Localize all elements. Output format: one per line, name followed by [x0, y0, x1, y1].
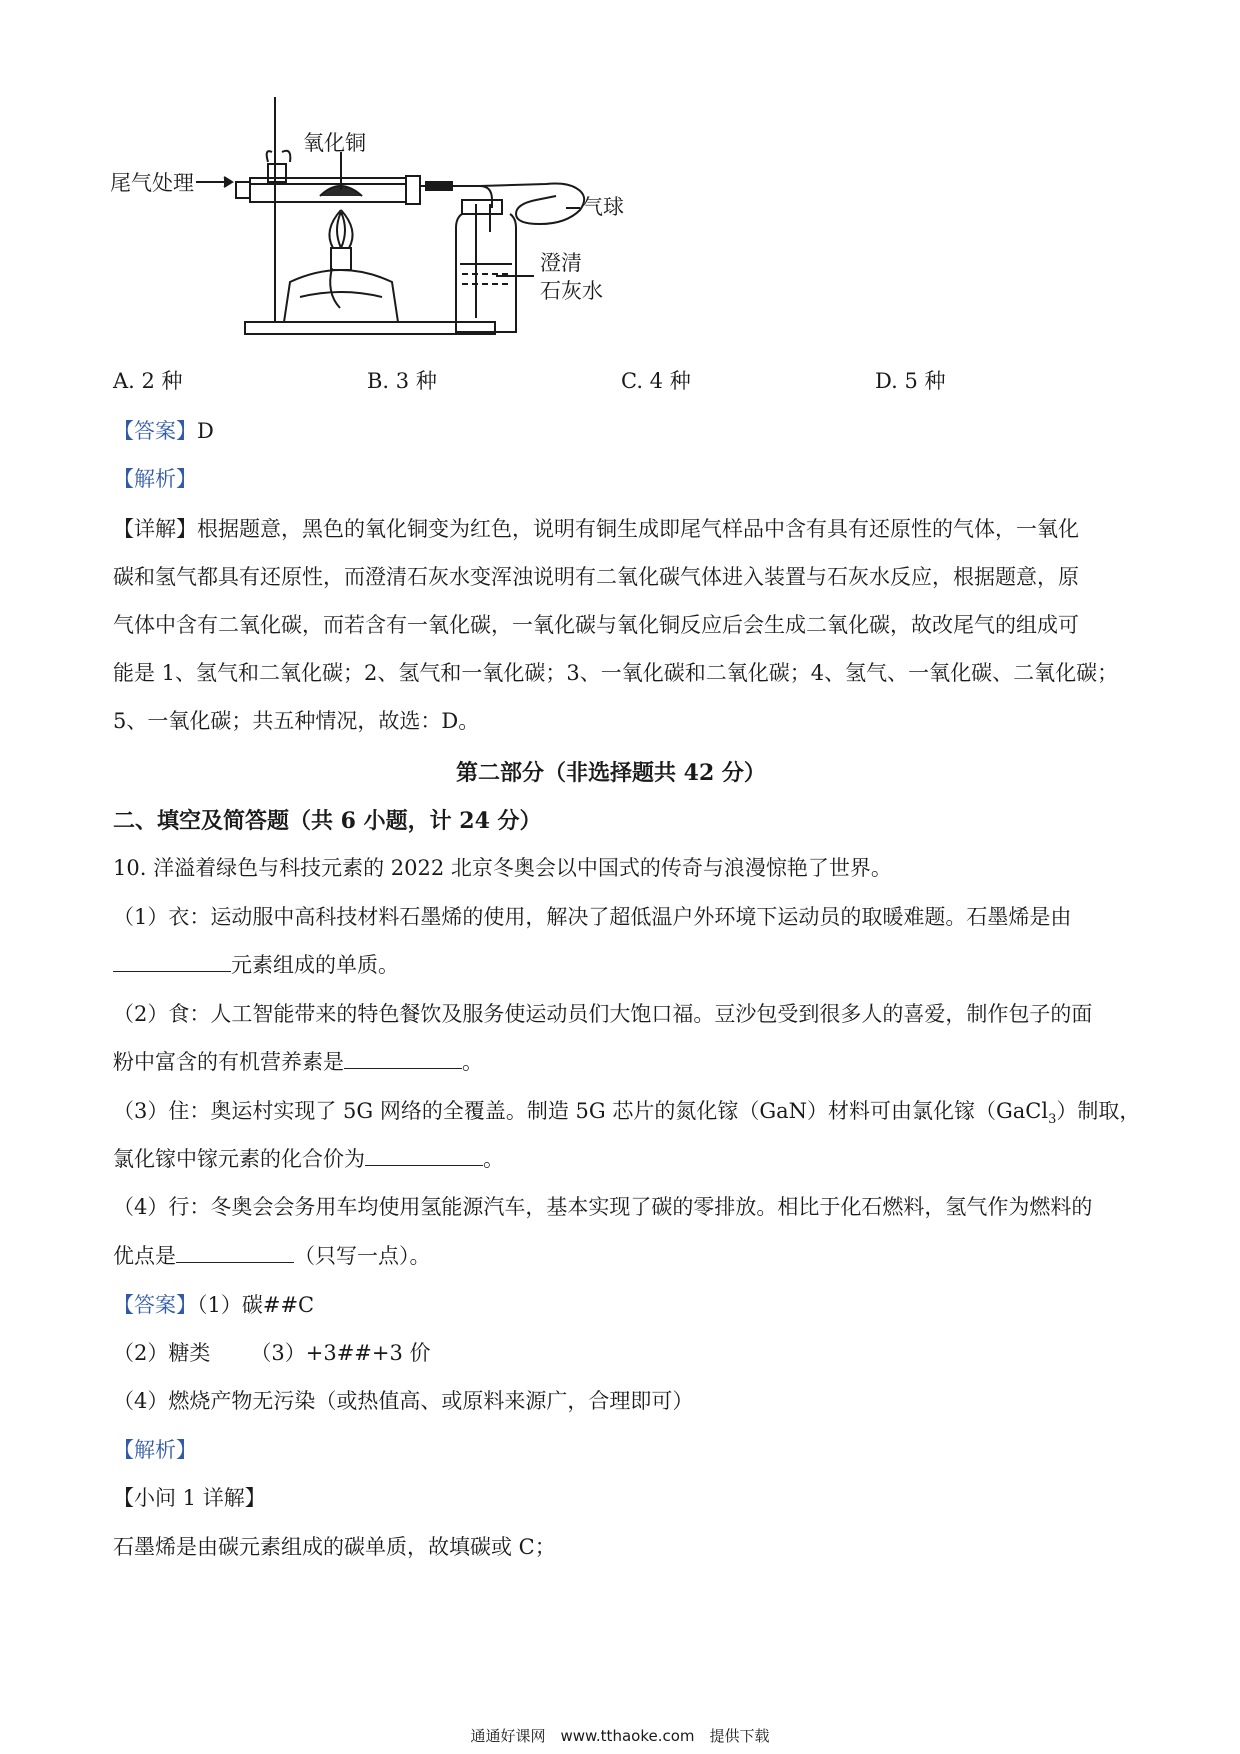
part2-heading-text: 第二部分（非选择题共 42 分）: [456, 760, 766, 786]
blank-3[interactable]: [365, 1145, 483, 1166]
q9-analysis-tag: 【解析】: [113, 467, 197, 491]
part3-text-b: ）制取，: [1056, 1099, 1141, 1123]
q9-answer: [113, 416, 214, 446]
part3-prefix: 氯化镓中镓元素的化合价为: [113, 1147, 365, 1171]
section2-heading-text: 二、填空及简答题（共 6 小题，计 24 分）: [113, 808, 542, 834]
label-limewater-2: 石灰水: [540, 279, 603, 303]
q10-sub1-tag: 【小问 1 详解】: [113, 1486, 266, 1510]
q10-sub1-text: 石墨烯是由碳元素组成的碳单质，故填碳或 C；: [113, 1535, 556, 1559]
detail-tag: 【详解】: [113, 517, 197, 541]
q10-part3-line2: [113, 1144, 504, 1174]
answer-value: D: [197, 419, 214, 443]
part3-subscript: 3: [1048, 1112, 1057, 1128]
q10-answer-line2: [113, 1338, 431, 1368]
q10-analysis-tag: 【解析】: [113, 1438, 197, 1462]
q10-stem: 10. 洋溢着绿色与科技元素的 2022 北京冬奥会以中国式的传奇与浪漫惊艳了世界。: [113, 856, 892, 880]
section2-heading: [113, 804, 542, 835]
q10-answer-2: （2）糖类: [113, 1341, 211, 1365]
q9-detail-line-2: 碳和氢气都具有还原性，而澄清石灰水变浑浊说明有二氧化碳气体进入装置与石灰水反应，根据题意，原: [113, 565, 1079, 589]
label-copper-oxide: 氧化铜: [303, 131, 366, 155]
q10-part2-line1: （2）食：人工智能带来的特色餐饮及服务使运动员们大饱口福。豆沙包受到很多人的喜爱，制作包子的面: [113, 1002, 1093, 1026]
option-a: A. 2 种: [113, 369, 183, 393]
detail-text: 根据题意，黑色的氧化铜变为红色，说明有铜生成即尾气样品中含有具有还原性的气体，一氧化: [197, 517, 1079, 541]
option-b: B. 3 种: [367, 369, 437, 393]
q9-detail-line-4: 能是 1、氢气和二氧化碳；2、氢气和一氧化碳；3、一氧化碳和二氧化碳；4、氢气、一氧化碳、二氧化碳；: [113, 661, 1119, 685]
q10-answer-line1: [113, 1290, 314, 1320]
part4-suffix: （只写一点）。: [294, 1244, 431, 1268]
apparatus-figure: [110, 92, 710, 352]
blank-4[interactable]: [176, 1242, 294, 1263]
q10-part2-line2: [113, 1047, 483, 1077]
option-d: D. 5 种: [875, 369, 946, 393]
answer-tag: 【答案】: [113, 419, 197, 443]
q10-answer-tag: 【答案】: [113, 1293, 197, 1317]
part3-suffix: 。: [483, 1147, 504, 1171]
q10-part4-line1: （4）行：冬奥会会务用车均使用氢能源汽车，基本实现了碳的零排放。相比于化石燃料，氢气作为燃料的: [113, 1195, 1093, 1219]
q10-part1-line1: （1）衣：运动服中高科技材料石墨烯的使用，解决了超低温户外环境下运动员的取暖难题。石墨烯是由: [113, 905, 1072, 929]
q9-detail-line-3: 气体中含有二氧化碳，而若含有一氧化碳，一氧化碳与氧化铜反应后会生成二氧化碳，故改尾气的组成可: [113, 613, 1079, 637]
option-c: C. 4 种: [621, 369, 691, 393]
label-limewater-1: 澄清: [540, 251, 582, 275]
q10-part3-line1: [113, 1096, 1140, 1135]
part4-prefix: 优点是: [113, 1244, 176, 1268]
part2-heading: [456, 756, 766, 787]
blank-2[interactable]: [344, 1048, 462, 1069]
q9-detail-line-1: [113, 514, 1079, 544]
part2-suffix: 。: [462, 1050, 483, 1074]
q10-part1-line2: [113, 950, 399, 980]
part2-prefix: 粉中富含的有机营养素是: [113, 1050, 344, 1074]
q10-answer-3: （3）+3##+3 价: [250, 1341, 431, 1365]
part1-suffix: 元素组成的单质。: [231, 953, 399, 977]
label-balloon: 气球: [582, 195, 624, 219]
label-exhaust: 尾气处理: [110, 171, 194, 195]
q9-detail-line-5: 5、一氧化碳；共五种情况，故选：D。: [113, 709, 480, 733]
q10-answer-4: （4）燃烧产物无污染（或热值高、或原料来源广，合理即可）: [113, 1389, 694, 1413]
part3-text-a: （3）住：奥运村实现了 5G 网络的全覆盖。制造 5G 芯片的氮化镓（GaN）材料可由氯化镓（GaCl: [113, 1099, 1049, 1123]
q10-part4-line2: [113, 1241, 431, 1271]
blank-1[interactable]: [113, 951, 231, 972]
q10-answer-1: （1）碳##C: [197, 1293, 315, 1317]
page-footer: 通通好课网 www.tthaoke.com 提供下载: [470, 1727, 770, 1745]
